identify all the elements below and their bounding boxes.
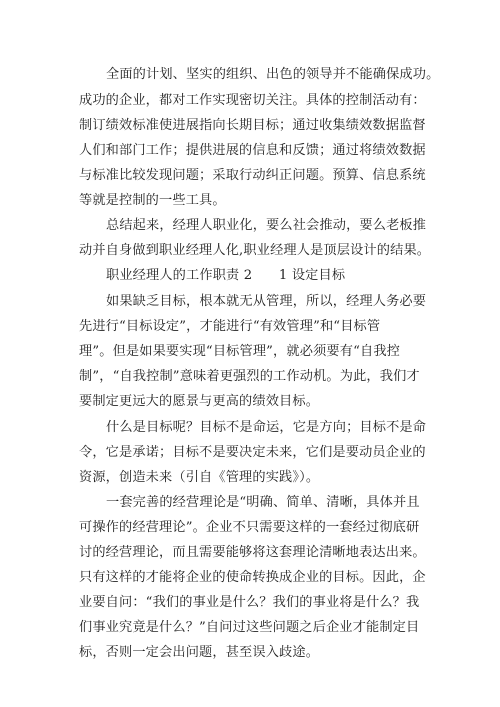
paragraph-5-line-5: 业要自问：“我们的事业是什么？我们的事业将是什么？我 bbox=[79, 595, 420, 610]
paragraph-5-line-3: 讨的经营理论，而且需要能够将这套理论清晰地表达出来。 bbox=[79, 545, 426, 560]
paragraph-1-line-1: 全面的计划、坚实的组织、出色的领导并不能确保成功。 bbox=[106, 67, 440, 82]
section-heading: 职业经理人的工作职责 2 1 设定目标 bbox=[106, 268, 346, 283]
paragraph-1-line-2: 成功的企业，都对工作实现密切关注。具体的控制活动有： bbox=[79, 93, 426, 108]
paragraph-1-line-4: 人们和部门工作；提供进展的信息和反馈；通过将绩效数据 bbox=[79, 143, 426, 158]
paragraph-3-line-4: 制”，“自我控制”意味着更强烈的工作动机。为此，我们才 bbox=[79, 369, 420, 384]
paragraph-1-line-6: 等就是控制的一些工具。 bbox=[79, 193, 226, 208]
paragraph-4-line-1: 什么是目标呢？目标不是命运，它是方向；目标不是命 bbox=[106, 420, 427, 435]
paragraph-5-line-1: 一套完善的经营理论是“明确、简单、清晰，具体并且 bbox=[106, 495, 420, 510]
paragraph-4-line-2: 令，它是承诺；目标不是要决定未来，它们是要动员企业的 bbox=[79, 445, 426, 460]
paragraph-2-line-2: 动并自身做到职业经理人化,职业经理人是顶层设计的结果。 bbox=[79, 243, 431, 258]
paragraph-4-line-3: 资源，创造未来（引自《管理的实践》）。 bbox=[79, 470, 320, 485]
paragraph-5-line-7: 标，否则一定会出问题，甚至误入歧途。 bbox=[79, 645, 320, 660]
paragraph-5-line-4: 只有这样的才能将企业的使命转换成企业的目标。因此，企 bbox=[79, 570, 426, 585]
paragraph-5-line-2: 可操作的经营理论”。企业不只需要这样的一套经过彻底研 bbox=[79, 520, 420, 535]
paragraph-1-line-5: 与标准比较发现问题；采取行动纠正问题。预算、信息系统 bbox=[79, 168, 426, 183]
paragraph-3-line-5: 要制定更远大的愿景与更高的绩效目标。 bbox=[79, 394, 320, 409]
paragraph-1-line-3: 制订绩效标准使进展指向长期目标；通过收集绩效数据监督 bbox=[79, 118, 426, 133]
paragraph-3-line-3: 理”。但是如果要实现“目标管理”，就必须要有“自我控 bbox=[79, 344, 400, 359]
paragraph-3-line-1: 如果缺乏目标，根本就无从管理，所以，经理人务必要 bbox=[106, 294, 427, 309]
paragraph-5-line-6: 们事业究竟是什么？”自问过这些问题之后企业才能制定目 bbox=[79, 620, 420, 635]
paragraph-2-line-1: 总结起来，经理人职业化，要么社会推动，要么老板推 bbox=[106, 218, 427, 233]
paragraph-3-line-2: 先进行“目标设定”，才能进行“有效管理”和“目标管 bbox=[79, 319, 381, 334]
